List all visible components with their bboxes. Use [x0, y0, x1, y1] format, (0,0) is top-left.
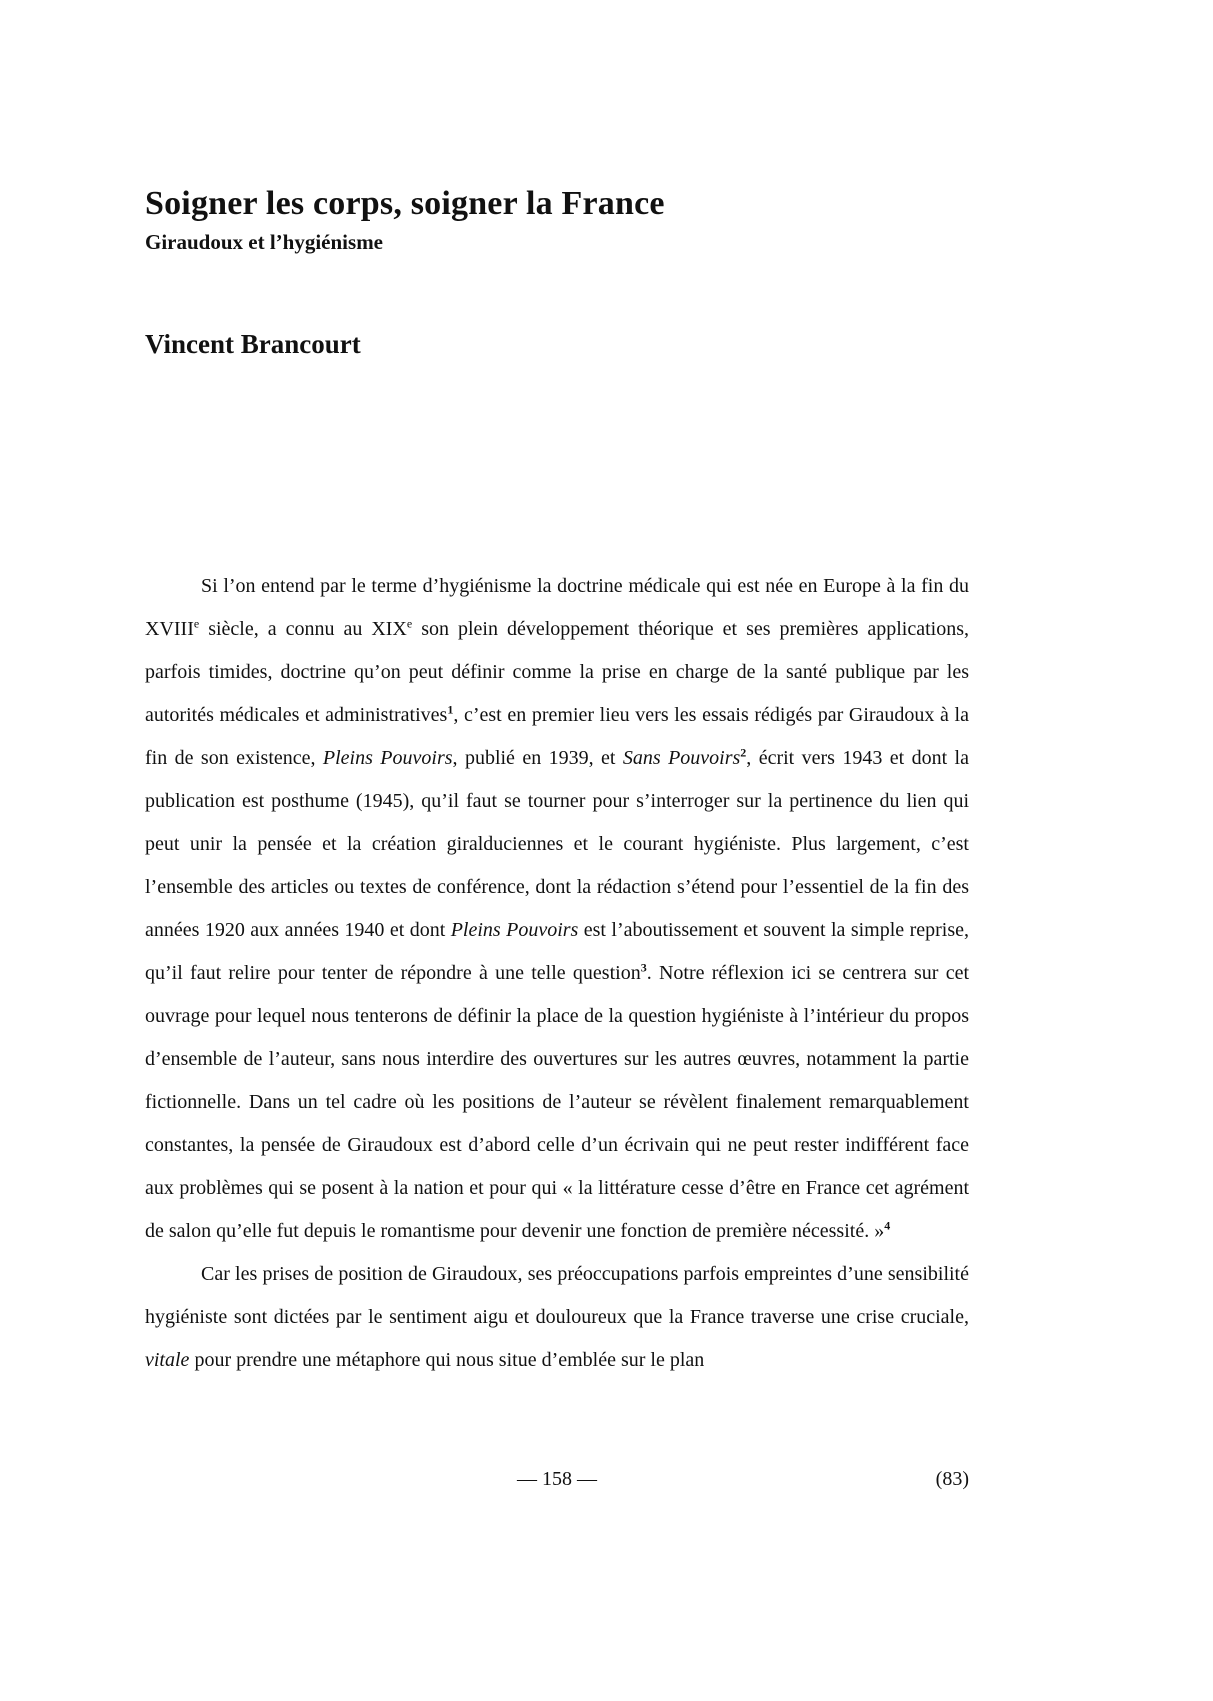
paper-header [145, 185, 969, 360]
paper-subtitle: Giraudoux et l’hygiénisme [145, 230, 384, 255]
paper-footer [145, 1468, 969, 1491]
paper-body [145, 565, 969, 1382]
paper-author: Vincent Brancourt [145, 328, 361, 359]
paper-title: Soigner les corps, soigner la France [145, 185, 665, 222]
paper-content [145, 185, 969, 1382]
body-paragraph-2: Car les prises de position de Giraudoux, ses préoccupations parfois empreintes d’une sensibilité hygiéniste sont dictées par le sentiment aigu et douloureux que la France traverse une crise cruciale, vitale pour prendre une métaphore qui nous situe d’emblée sur le plan [145, 1262, 969, 1371]
body-paragraph-1: Si l’on entend par le terme d’hygiénisme la doctrine médicale qui est née en Europe à la fin du XVIIIe siècle, a connu au XIXe son plein développement théorique et ses premières applications, parfois timides, doctrine qu’on peut définir comme la prise en charge de la santé publique par les autorités médicales et administratives$^1$, c’est en premier lieu vers les essais rédigés par Giraudoux à la fin de son existence, Pleins Pouvoirs, publié en 1939, et Sans Pouvoirs$^2$, écrit vers 1943 et dont la publication est posthume (1945), qu’il faut se tourner pour s’interroger sur la pertinence du lien qui peut unir la pensée et la création giralduciennes et le courant hygiéniste. Plus largement, c’est l’ensemble des articles ou textes de conférence, dont la rédaction s’étend pour l’essentiel de la fin des années 1920 aux années 1940 et dont Pleins Pouvoirs est l’aboutissement et souvent la simple reprise, qu’il faut relire pour tenter de répondre à une telle question$^3$. Notre réflexion ici se centrera sur cet ouvrage pour lequel nous tenterons de définir la place de la question hygiéniste à l’intérieur du propos d’ensemble de l’auteur, sans nous interdire des ouvertures sur les autres œuvres, notamment la partie fictionnelle. Dans un tel cadre où les positions de l’auteur se révèlent finalement remarquablement constantes, la pensée de Giraudoux est d’abord celle d’un écrivain qui ne peut rester indifférent face aux problèmes qui se posent à la nation et pour qui « la littérature cesse d’être en France cet agrément de salon qu’elle fut depuis le romantisme pour devenir une fonction de première nécessité. »$^4$ [145, 574, 969, 1242]
issue-number: (83) [935, 1468, 969, 1490]
page-number: — 158 — [517, 1468, 597, 1490]
